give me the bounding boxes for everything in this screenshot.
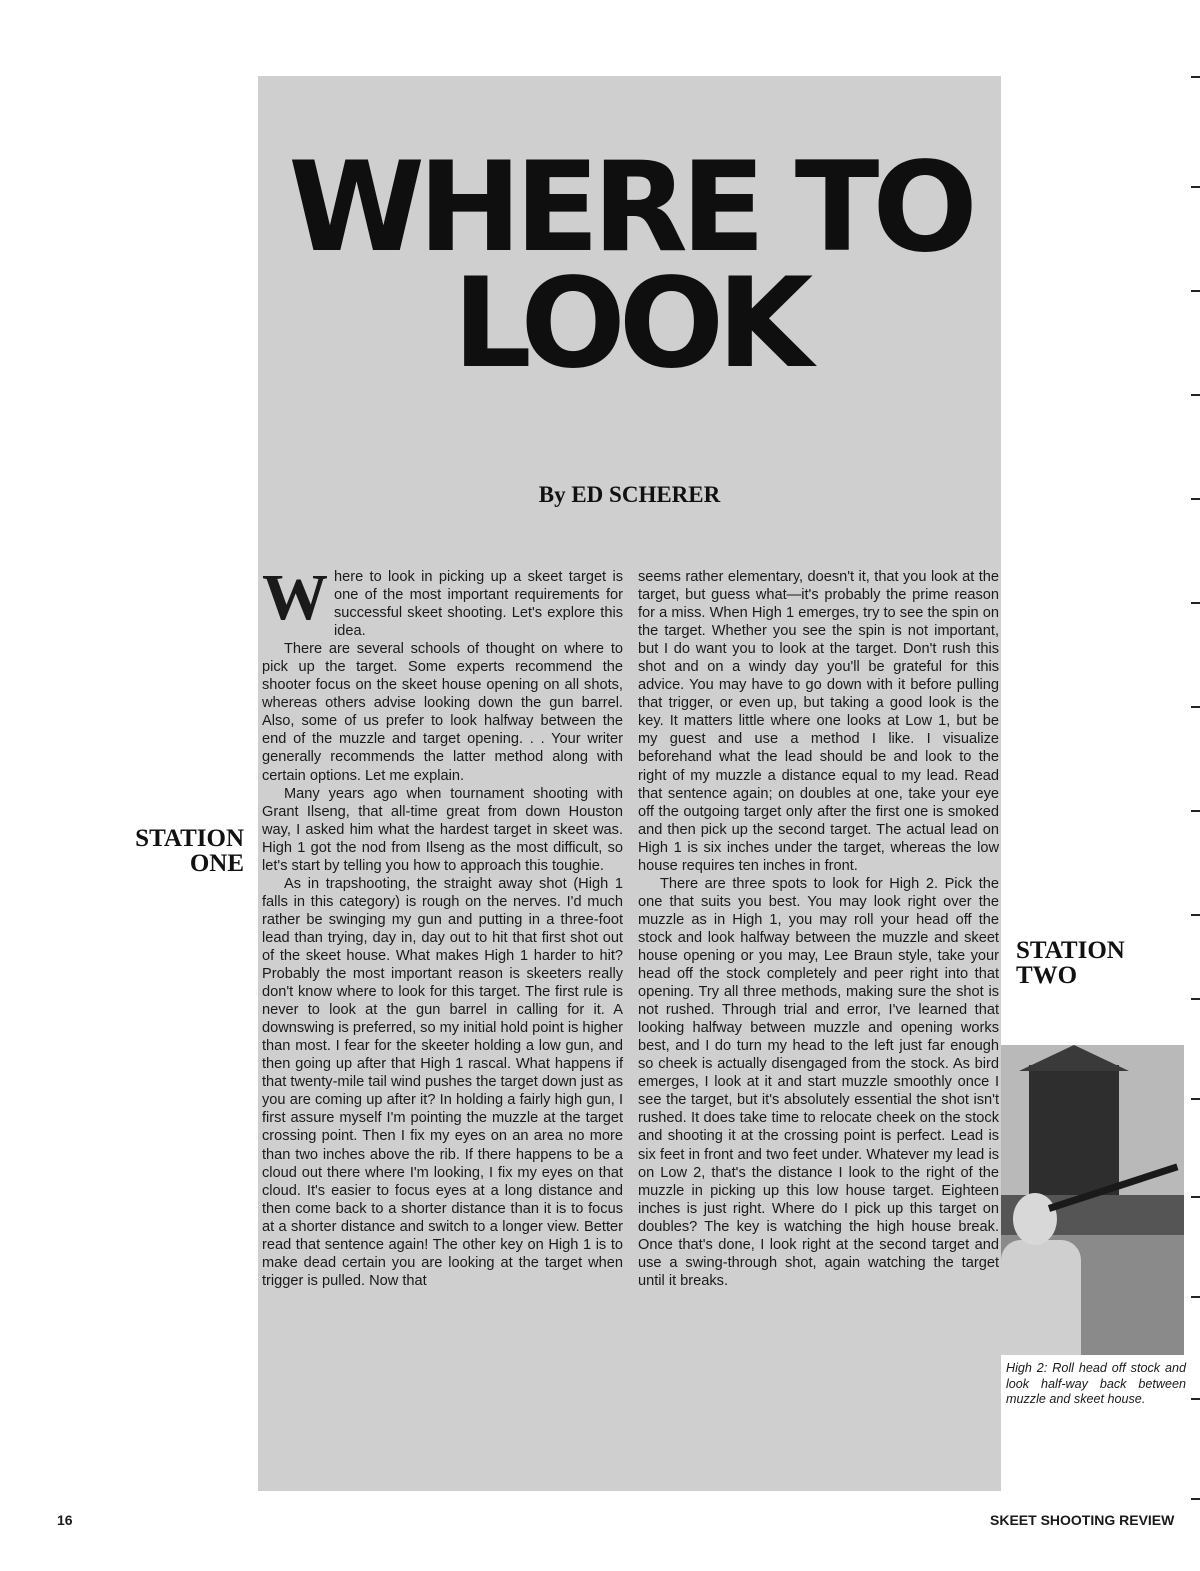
page-number: 16 bbox=[57, 1512, 73, 1528]
crop-mark bbox=[1191, 914, 1200, 916]
section-heading-line: STATION bbox=[135, 825, 244, 852]
photo-shooter-body bbox=[1001, 1240, 1081, 1355]
headline-line-2: LOOK bbox=[452, 252, 807, 396]
column-2 bbox=[638, 568, 999, 1290]
crop-mark bbox=[1191, 394, 1200, 396]
paragraph: There are three spots to look for High 2. Pick the one that suits you best. You may look right over the muzzle as in High 1, you may roll your head off the stock and look halfway between the muzzle and skeet house opening or you may, Lee Braun style, take your head off the stock completely and peer right into that opening. Try all three methods, making sure the shot is not rushed. Through trial and error, I've learned that looking halfway between muzzle and opening works best, and I do turn my head to the left just far enough so cheek is actually disengaged from the stock. As bird emerges, I look at it and start muzzle smoothly once I see the target, but it's absolutely essential the shot isn't rushed. It does take time to relocate cheek on the stock and shooting it at the crossing point is perfect. Lead is six feet in front and two feet under. Whatever my lead is on Low 2, that's the distance I look to the right of the muzzle in picking up this low house target. Eighteen inches is just right. Where do I pick up this target on doubles? The key is watching the high house break. Once that's done, I look right at the second target and use a swing-through shot, again watching the target until it breaks. bbox=[638, 875, 999, 1289]
paragraph: Many years ago when tournament shooting with Grant Ilseng, that all-time great from down Houston way, I asked him what the hardest target in skeet was. High 1 got the nod from Ilseng as the most difficult, so let's start by telling you how to approach this toughie. bbox=[262, 785, 623, 874]
paragraph-intro-text: here to look in picking up a skeet target is one of the most important requirements for successful skeet shooting. Let's explore this idea. bbox=[334, 569, 623, 640]
crop-mark bbox=[1191, 1398, 1200, 1400]
column-1 bbox=[262, 561, 623, 1290]
section-heading-station-one bbox=[100, 826, 244, 876]
section-heading-line: ONE bbox=[189, 850, 244, 877]
photo-shooter-head bbox=[1013, 1193, 1057, 1245]
paragraph-intro bbox=[262, 561, 623, 640]
crop-mark bbox=[1191, 1498, 1200, 1500]
photo-caption: High 2: Roll head off stock and look half-way back between muzzle and skeet house. bbox=[1006, 1361, 1186, 1406]
crop-mark bbox=[1191, 1296, 1200, 1298]
dropcap: W bbox=[262, 561, 328, 634]
paragraph: There are several schools of thought on where to pick up the target. Some experts recommend the shooter focus on the skeet house opening on all shots, whereas others advise looking down the gun barrel. Also, some of us prefer to look halfway between the end of the muzzle and target opening. . . Your writer generally recommends the latter method along with certain options. Let me explain. bbox=[262, 641, 623, 784]
crop-mark bbox=[1191, 998, 1200, 1000]
crop-mark bbox=[1191, 810, 1200, 812]
byline: By ED SCHERER bbox=[538, 482, 721, 507]
crop-mark bbox=[1191, 1196, 1200, 1198]
headline-line-1: WHERE TO bbox=[288, 136, 971, 280]
paragraph: As in trapshooting, the straight away shot (High 1 falls in this category) is rough on the nerves. I'd much rather be swinging my gun and putting in a three-foot lead than trying, day in, day out to hit that first shot out of the skeet house. What makes High 1 harder to hit? Probably the most important reason is skeeters really don't know where to look for this target. The first rule is never to look at the gun barrel in calling for it. A downswing is preferred, so my initial hold point is higher than most. I fear for the skeeter holding a low gun, and then going up after that High 1 rascal. What happens if that twenty-mile tail wind pushes the target down just as you are coming up after it? In holding a fairly high gun, I first assure myself I'm pointing the muzzle at the target crossing point. Then I fix my eyes on an area no more than two inches above the rib. If there happens to be a cloud out there where I'm looking, I fix my eyes on that cloud. It's easier to focus eyes at a long distance and then come back to a shorter distance than it is to focus at a shorter distance and switch to a longer view. Better read that sentence again! The other key on High 1 is to make dead certain you are looking at the target when trigger is pulled. Now that bbox=[262, 875, 623, 1289]
photo-skeet-house-roof bbox=[1019, 1045, 1129, 1071]
publication-name: SKEET SHOOTING REVIEW bbox=[990, 1512, 1175, 1528]
section-heading-station-two bbox=[1016, 938, 1125, 988]
section-heading-line: STATION bbox=[1016, 937, 1125, 964]
article-headline bbox=[258, 136, 1001, 396]
crop-mark bbox=[1191, 602, 1200, 604]
crop-mark bbox=[1191, 290, 1200, 292]
crop-mark bbox=[1191, 76, 1200, 78]
crop-mark bbox=[1191, 1098, 1200, 1100]
crop-mark bbox=[1191, 186, 1200, 188]
crop-mark bbox=[1191, 498, 1200, 500]
shooter-photo-icon bbox=[1001, 1045, 1184, 1355]
crop-mark bbox=[1191, 706, 1200, 708]
paragraph: seems rather elementary, doesn't it, that you look at the target, but guess what—it's probably the prime reason for a miss. When High 1 emerges, try to see the spin on the target. Whether you see the spin is not important, but I do want you to look at the target. Don't rush this shot and on a windy day you'll be grateful for this advice. You may have to go down with it before pulling that trigger, or even up, but taking a good look is the key. It matters little where one looks at Low 1, but be my guest and use a method I like. I visualize beforehand what the lead should be and look to the right of my muzzle a distance equal to my lead. Read that sentence again; on doubles at one, take your eye off the outgoing target only after the first one is smoked and then pick up the second target. The actual lead on High 1 is six inches under the target, whereas the low house requires ten inches in front. bbox=[638, 569, 999, 874]
section-heading-line: TWO bbox=[1016, 962, 1078, 989]
